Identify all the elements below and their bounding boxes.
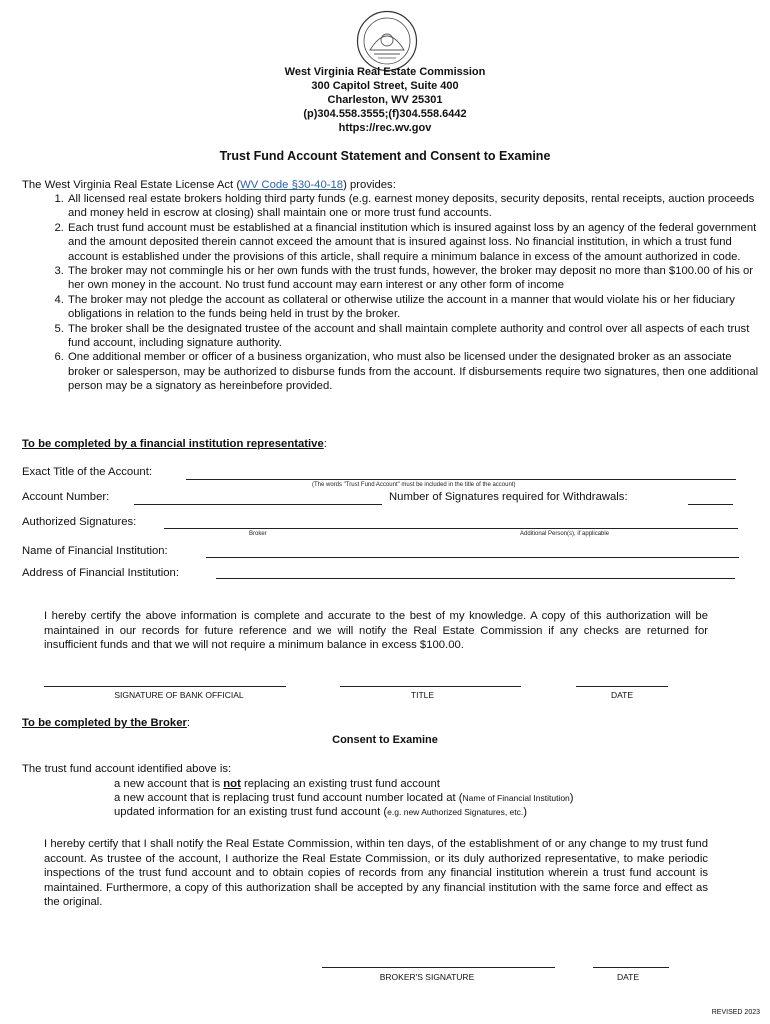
org-name: West Virginia Real Estate Commission xyxy=(284,66,486,78)
authorized-signatures-input[interactable] xyxy=(164,528,738,529)
broker-date-line[interactable] xyxy=(593,967,669,968)
org-city: Charleston, WV 25301 xyxy=(327,94,443,106)
bank-signature-caption: SIGNATURE OF BANK OFFICIAL xyxy=(114,690,244,700)
exact-title-label: Exact Title of the Account: xyxy=(22,466,152,478)
requirement-item: 1. All licensed real estate brokers holding third party funds (e.g. earnest money deposits, security deposits, rental receipts, auction proceeds and money held in escrow at closing) shall maintain one or more trust fund accounts. xyxy=(67,192,762,221)
broker-section-heading: To be completed by the Broker: xyxy=(22,717,191,729)
bank-section-heading: To be completed by a financial institution representative: xyxy=(22,438,327,450)
org-website: https://rec.wv.gov xyxy=(338,122,432,134)
broker-signature-line[interactable] xyxy=(322,967,555,968)
signatures-required-label: Number of Signatures required for Withdrawals: xyxy=(389,491,628,503)
consent-title: Consent to Examine xyxy=(332,734,438,746)
signatures-required-input[interactable] xyxy=(688,504,733,505)
intro-text: The West Virginia Real Estate License Act (WV Code §30-40-18) provides: xyxy=(22,179,396,191)
requirements-list xyxy=(22,192,762,394)
broker-note: Broker xyxy=(249,531,267,537)
bank-signature-line[interactable] xyxy=(44,686,286,687)
account-number-label: Account Number: xyxy=(22,491,110,503)
broker-signature-caption: BROKER'S SIGNATURE xyxy=(379,972,475,982)
bank-date-caption: DATE xyxy=(610,690,634,700)
state-seal-logo xyxy=(356,10,418,72)
org-street: 300 Capitol Street, Suite 400 xyxy=(311,80,459,92)
wv-code-link[interactable]: WV Code §30-40-18 xyxy=(240,179,344,191)
option-new-account[interactable]: a new account that is not replacing an existing trust fund account xyxy=(114,778,440,790)
requirement-item: 4. The broker may not pledge the account as collateral or otherwise utilize the account in a manner that would violate his or her fiduciary obligations in relation to the funds being held in trust by the broker. xyxy=(67,293,762,322)
account-number-input[interactable] xyxy=(134,504,382,505)
institution-name-label: Name of Financial Institution: xyxy=(22,545,168,557)
authorized-signatures-label: Authorized Signatures: xyxy=(22,516,137,528)
bank-title-caption: TITLE xyxy=(410,690,435,700)
requirement-item: 6. One additional member or officer of a business organization, who must also be licensed under the designated broker as an associate broker or salesperson, may be authorized to disburse funds from the account. If disbursements require two signatures, then one additional person may be a signatory as hereinbefore provided. xyxy=(67,350,762,393)
bank-certification: I hereby certify the above information is complete and accurate to the best of my knowledge. A copy of this authorization will be maintained in our records for future reference and we will notify the Real Estate Commission if any checks are returned for insufficient funds and that we will not require a minimum balance in excess $100.00. xyxy=(44,610,708,652)
revised-note: REVISED 2023 xyxy=(711,1009,760,1016)
exact-title-input[interactable] xyxy=(186,479,736,480)
broker-certification: I hereby certify that I shall notify the Real Estate Commission, within ten days, of the establishment of or any change to my trust fund account. As trustee of the account, I authorize the Real Estate Commission, or its duly authorized representative, to make periodic inspections of the trust fund account and to obtain copies of records from any financial institution wherein a trust fund account is maintained. Furthermore, a copy of this authorization shall be accepted by any financial institution with the same force and effect as the original. xyxy=(44,838,708,909)
requirement-item: 2. Each trust fund account must be established at a financial institution which is insured against loss by an agency of the federal government and the amount deposited therein cannot exceed the amount that is insured against loss. No financial institution, in which a trust fund account is established under the provisions of this article, shall require a minimum balance in excess of the amount authorized in code. xyxy=(67,221,762,264)
bank-date-line[interactable] xyxy=(576,686,668,687)
option-updated-info[interactable]: updated information for an existing trust fund account (e.g. new Authorized Signatures, etc.) xyxy=(114,806,528,818)
requirement-item: 5. The broker shall be the designated trustee of the account and shall maintain complete authority and control over all aspects of each trust fund account, including signature authority. xyxy=(67,322,762,351)
org-phone-fax: (p)304.558.3555;(f)304.558.6442 xyxy=(303,108,467,120)
document-title: Trust Fund Account Statement and Consent to Examine xyxy=(219,149,551,163)
institution-address-input[interactable] xyxy=(216,578,735,579)
broker-date-caption: DATE xyxy=(616,972,640,982)
account-intro: The trust fund account identified above is: xyxy=(22,763,232,775)
institution-address-label: Address of Financial Institution: xyxy=(22,567,179,579)
institution-name-input[interactable] xyxy=(206,557,739,558)
additional-person-note: Additional Person(s), if applicable xyxy=(520,531,610,537)
exact-title-note: (The words "Trust Fund Account" must be included in the title of the account) xyxy=(312,482,516,488)
requirement-item: 3. The broker may not commingle his or her own funds with the trust funds, however, the broker may deposit no more than $100.00 of his or her own money in the account. No trust fund account may earn interest or any other form of income xyxy=(67,264,762,293)
option-replacing-account[interactable]: a new account that is replacing trust fund account number located at (Name of Financial Institution) xyxy=(114,792,574,804)
bank-title-line[interactable] xyxy=(340,686,521,687)
